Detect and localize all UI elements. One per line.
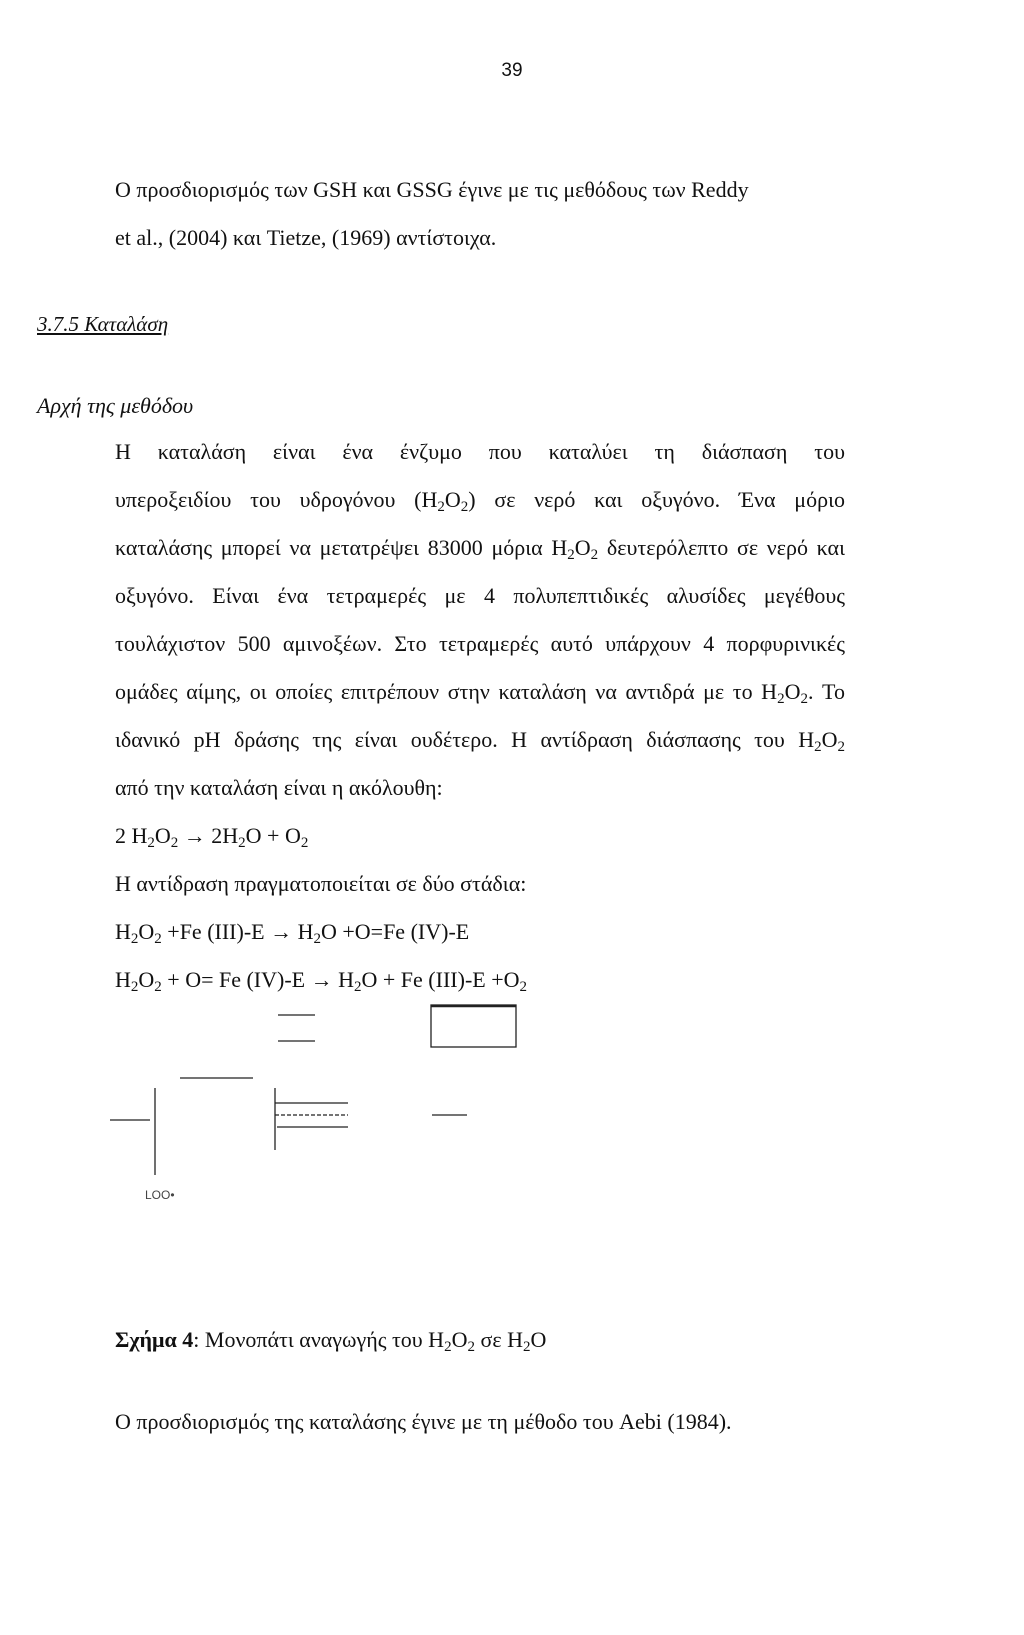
figure-box [431,1005,516,1047]
figure-fragment [0,990,1024,1220]
page-number: 39 [501,60,523,81]
paragraph-line-2: υπεροξειδίου του υδρογόνου $(H_2O_2)$ σε νερό και οξυγόνο. Ένα μόριο [115,487,846,515]
paragraph-line-3: καταλάσης μπορεί να μετατρέψει 83000 μόρια $H_2O_2$ δευτερόλεπτο σε νερό και [115,535,845,563]
paragraph-line-4: οξυγόνο. Είναι ένα τετραμερές με 4 πολυπεπτιδικές αλυσίδες μεγέθους [115,583,845,608]
caption-label: Σχήμα 4 [115,1327,194,1352]
section-heading: 3.7.5 Καταλάση [37,312,169,336]
equation-stage-1: $H_2O_2 +Fe$ $(III)-E \to H_2O +O=Fe$ (IV)-E [115,919,470,947]
equation-stage-2: $H_2O_2 + O= Fe$ $(IV)-E \to H_2O + Fe$ $(III)-E +O_2$ [115,967,528,995]
figure-lines [0,990,1024,1220]
figure-caption: Σχήμα 4: Μονοπάτι αναγωγής του $H_2O_2$ σε $H_2O$ [115,1327,547,1355]
figure-fragment-label: LOO• [145,1188,175,1202]
paragraph-line-5: τουλάχιστον 500 αμινοξέων. Στο τετραμερές αυτό υπάρχουν 4 πορφυρινικές [115,631,845,656]
paragraph-line-6: ομάδες αίμης, οι οποίες επιτρέπουν στην καταλάση να αντιδρά με το $H_2O_2$. Το [115,679,845,707]
stages-intro: Η αντίδραση πραγματοποιείται σε δύο στάδια: [115,871,527,896]
equation-overall: 2 $H_2O_2 \to 2H_2O + O_2$ [115,823,309,851]
paragraph-line-8: από την καταλάση είναι η ακόλουθη: [115,775,443,800]
intro-line-1: Ο προσδιορισμός των GSH και GSSG έγινε με τις μεθόδους των Reddy [115,177,749,202]
paragraph-line-7: ιδανικό pH δράσης της είναι ουδέτερο. Η αντίδραση διάσπασης του $H_2O_2$ [115,727,845,755]
closing-sentence: Ο προσδιορισμός της καταλάσης έγινε με τη μέθοδο του Aebi (1984). [115,1409,732,1434]
method-subheading: Αρχή της μεθόδου [37,393,194,418]
paragraph-line-1: Η καταλάση είναι ένα ένζυμο που καταλύει τη διάσπαση του [115,439,845,464]
intro-line-2: et al., (2004) και Tietze, (1969) αντίστοιχα. [115,225,497,250]
